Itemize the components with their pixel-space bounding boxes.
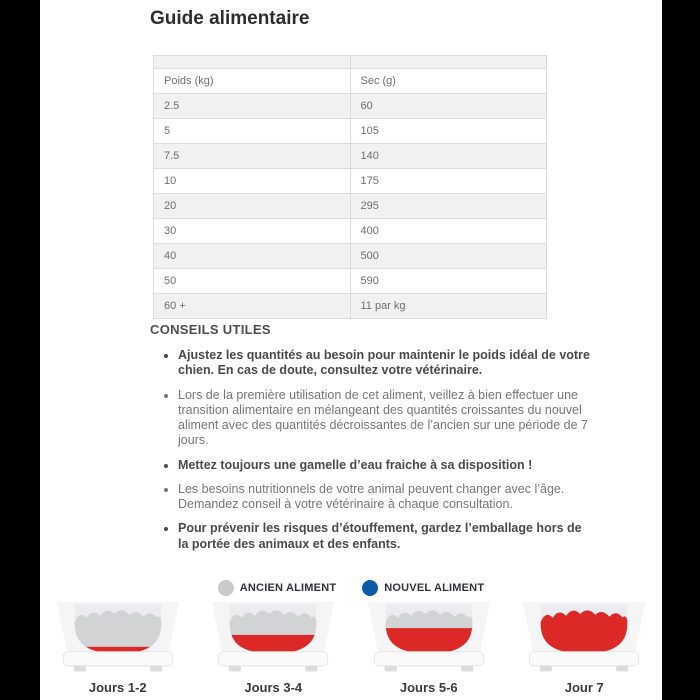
table-row — [154, 219, 547, 244]
table-cell: 7.5 — [154, 144, 351, 169]
table-empty-cell — [154, 56, 351, 69]
table-cell: 2.5 — [154, 94, 351, 119]
column-header-poids: Poids (kg) — [154, 69, 351, 94]
table-row — [154, 294, 547, 319]
table-cell: 500 — [350, 244, 547, 269]
table-cell: 50 — [154, 269, 351, 294]
table-row — [154, 94, 547, 119]
table-cell: 30 — [154, 219, 351, 244]
table-body — [154, 56, 547, 319]
food-legend — [40, 580, 662, 596]
table-cell: 40 — [154, 244, 351, 269]
bowl-icon — [358, 597, 500, 680]
bowl-column — [507, 597, 663, 695]
table-empty-cell — [350, 56, 547, 69]
table-cell: 295 — [350, 194, 547, 219]
page-title: Guide alimentaire — [150, 8, 310, 29]
table-cell: 175 — [350, 169, 547, 194]
new-food-dot-icon — [362, 580, 378, 596]
table-empty-row — [154, 56, 547, 69]
bowl-label: Jours 1-2 — [88, 680, 147, 695]
table-row — [154, 269, 547, 294]
bowl-label: Jours 3-4 — [244, 680, 303, 695]
conseils-heading: CONSEILS UTILES — [150, 322, 271, 337]
table-cell: 11 par kg — [350, 294, 547, 319]
table-cell: 10 — [154, 169, 351, 194]
old-food-dot-icon — [218, 580, 234, 596]
table-cell: 140 — [350, 144, 547, 169]
tips-list — [150, 348, 590, 561]
table-cell: 20 — [154, 194, 351, 219]
page-content — [40, 0, 662, 700]
letterbox-bar-right — [662, 0, 700, 700]
table-cell: 105 — [350, 119, 547, 144]
table-cell: 5 — [154, 119, 351, 144]
bowl-column — [196, 597, 352, 695]
table-row — [154, 169, 547, 194]
tip-item: • Les besoins nutritionnels de votre animal peuvent changer avec l’âge. Demandez conseil à votre vétérinaire à chaque consultation. — [178, 482, 590, 513]
legend-item-nouvel — [362, 580, 484, 596]
bowl-column — [351, 597, 507, 695]
table-row — [154, 144, 547, 169]
tip-item: • Ajustez les quantités au besoin pour maintenir le poids idéal de votre chien. En cas de doute, consultez votre vétérinaire. — [178, 348, 590, 379]
legend-label: ANCIEN ALIMENT — [239, 582, 337, 594]
tip-item: • Pour prévenir les risques d’étouffement, gardez l’emballage hors de la portée des animaux et des enfants. — [178, 521, 590, 552]
tip-item: • Lors de la première utilisation de cet aliment, veillez à bien effectuer une transition alimentaire en mélangeant des quantités croissantes du nouvel aliment avec des quantités décroissantes de l’ancien sur une période de 7 jours. — [178, 388, 590, 449]
table-row — [154, 244, 547, 269]
legend-label: NOUVEL ALIMENT — [384, 582, 485, 594]
table-cell: 60 + — [154, 294, 351, 319]
table-cell: 590 — [350, 269, 547, 294]
legend-item-ancien — [218, 580, 337, 596]
letterbox-bar-left — [0, 0, 40, 700]
table-row — [154, 119, 547, 144]
feeding-table — [153, 55, 547, 319]
bowl-label: Jour 7 — [564, 680, 604, 695]
bowl-label: Jours 5-6 — [399, 680, 458, 695]
bowl-column — [40, 597, 196, 695]
bowl-icon — [513, 597, 655, 680]
feeding-table-wrap — [153, 55, 547, 319]
table-cell: 60 — [350, 94, 547, 119]
bowl-icon — [47, 597, 189, 680]
table-cell: 400 — [350, 219, 547, 244]
table-row — [154, 194, 547, 219]
bowl-icon — [202, 597, 344, 680]
column-header-sec: Sec (g) — [350, 69, 547, 94]
tip-item: • Mettez toujours une gamelle d’eau fraiche à sa disposition ! — [178, 458, 590, 473]
transition-bowls — [40, 597, 662, 695]
table-header-row — [154, 69, 547, 94]
